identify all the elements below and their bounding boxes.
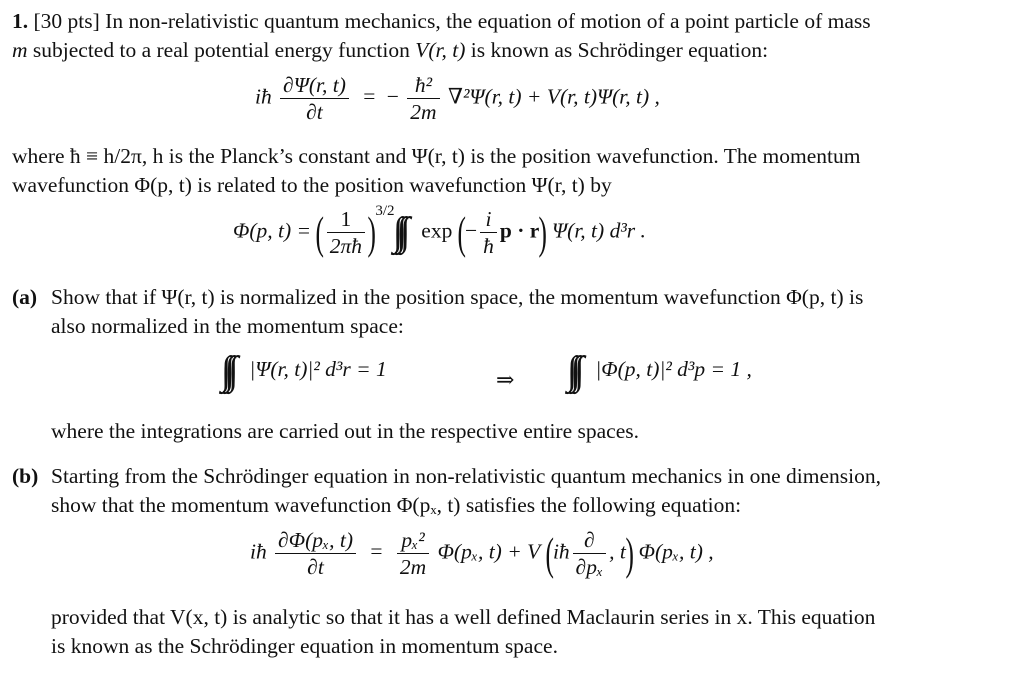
eq1-equals: = — [363, 84, 376, 109]
intro-line2-text: subjected to a real potential energy function — [27, 38, 416, 62]
where-line2: wavefunction Φ(p, t) is related to the position wavefunction Ψ(r, t) by — [12, 173, 612, 197]
part-a-label: (a) — [12, 285, 38, 309]
mass-symbol: m — [12, 38, 28, 62]
eq2-inner-minus: − — [465, 218, 478, 243]
eq2-lhs: Φ(p, t) = — [233, 218, 312, 243]
normalization-equation-right — [574, 355, 752, 386]
eq2-inner-fraction — [480, 206, 497, 259]
part-b-text2: show that the momentum wavefunction Φ(pₓ, t) satisfies the following equation: — [51, 493, 742, 517]
implies-arrow: ⇒ — [496, 367, 515, 392]
part-a-eq-right: |Φ(p, t)|² d³p = 1 , — [595, 357, 752, 381]
eq1-lhs-den: ∂t — [306, 100, 323, 124]
eq1-lhs-fraction — [280, 72, 349, 125]
eq3-left-paren: ( — [545, 527, 554, 579]
eq2-exp: exp — [421, 218, 453, 243]
eq2-tail: Ψ(r, t) d³r . — [552, 218, 646, 243]
eq2-exp-right-paren: ) — [538, 206, 548, 258]
eq3-right-paren: ) — [625, 527, 634, 579]
eq2-power: 3/2 — [375, 203, 395, 220]
eq3-ihbar: iħ — [250, 539, 267, 564]
eq2-frac-num: 1 — [327, 206, 365, 233]
where-line1: where ħ ≡ h/2π, h is the Planck’s constant and Ψ(r, t) is the position wavefunction. The momentum — [12, 144, 861, 168]
eq2-inner-den: ħ — [483, 234, 494, 258]
problem-intro-text: In non-relativistic quantum mechanics, the equation of motion of a point particle of mass — [105, 9, 871, 33]
problem-number: 1. — [12, 9, 29, 33]
eq1-rhs-tail: ∇²Ψ(r, t) + V(r, t)Ψ(r, t) , — [447, 84, 660, 109]
eq2-fraction — [327, 206, 365, 259]
eq3-rhs-mid: Φ(pₓ, t) + V — [437, 539, 541, 564]
eq3-lhs-num: ∂Φ(pₓ, t) — [275, 527, 356, 554]
part-b-text1: Starting from the Schrödinger equation in non-relativistic quantum mechanics in one dimension, — [51, 464, 881, 488]
eq1-ihbar: iħ — [255, 84, 272, 109]
eq2-frac-den: 2πħ — [329, 234, 363, 258]
eq1-rhs-fraction — [407, 72, 439, 125]
part-a-line1 — [12, 283, 37, 312]
part-a-text1: Show that if Ψ(r, t) is normalized in the position space, the momentum wavefunction Φ(p, t) is — [51, 285, 864, 309]
eq3-rhs-num: pₓ² — [397, 527, 429, 554]
part-b-text3: provided that V(x, t) is analytic so that it has a well defined Maclaurin series in x. This equation — [51, 605, 876, 629]
eq3-inner-ihbar: iħ — [552, 539, 570, 564]
eq2-inner-num: i — [480, 206, 497, 233]
part-a-text2: also normalized in the momentum space: — [51, 314, 404, 338]
eq1-lhs-num: ∂Ψ(r, t) — [280, 72, 349, 99]
part-b-label: (b) — [12, 464, 39, 488]
eq3-inner-tail: , t — [609, 539, 626, 564]
momentum-schrodinger-equation — [250, 527, 714, 580]
schrodinger-equation — [255, 72, 660, 125]
eq3-tail: Φ(pₓ, t) , — [638, 539, 714, 564]
eq3-equals: = — [370, 539, 383, 564]
eq3-inner-den: ∂pₓ — [575, 555, 604, 579]
eq3-inner-fraction — [573, 527, 606, 580]
eq2-inner-tail: p · r — [499, 218, 540, 243]
eq2-left-paren: ( — [315, 206, 325, 258]
eq1-minus: − — [386, 84, 399, 109]
problem-points: [30 pts] — [33, 9, 100, 33]
part-a-text3: where the integrations are carried out in the respective entire spaces. — [51, 419, 639, 443]
potential-function: V(r, t) — [415, 38, 466, 62]
normalization-equation-left — [228, 355, 387, 386]
eq3-rhs-den: 2m — [399, 555, 427, 579]
eq2-right-paren: ) — [367, 206, 376, 258]
part-b-text4: is known as the Schrödinger equation in momentum space. — [51, 634, 558, 658]
eq3-rhs-fraction — [397, 527, 429, 580]
eq1-rhs-den: 2m — [410, 100, 437, 124]
eq2-exp-left-paren: ( — [457, 206, 466, 258]
intro-line2-tail: is known as Schrödinger equation: — [465, 38, 769, 62]
part-a-eq-left: |Ψ(r, t)|² d³r = 1 — [249, 357, 387, 381]
eq3-inner-num: ∂ — [573, 527, 606, 554]
eq3-lhs-fraction — [275, 527, 356, 580]
eq3-lhs-den: ∂t — [307, 555, 324, 579]
problem-intro-line2 — [12, 36, 768, 65]
momentum-transform-equation — [233, 203, 646, 259]
part-b-line1 — [12, 462, 38, 491]
problem-intro-line1 — [12, 7, 871, 36]
eq1-rhs-num: ħ² — [407, 72, 439, 99]
